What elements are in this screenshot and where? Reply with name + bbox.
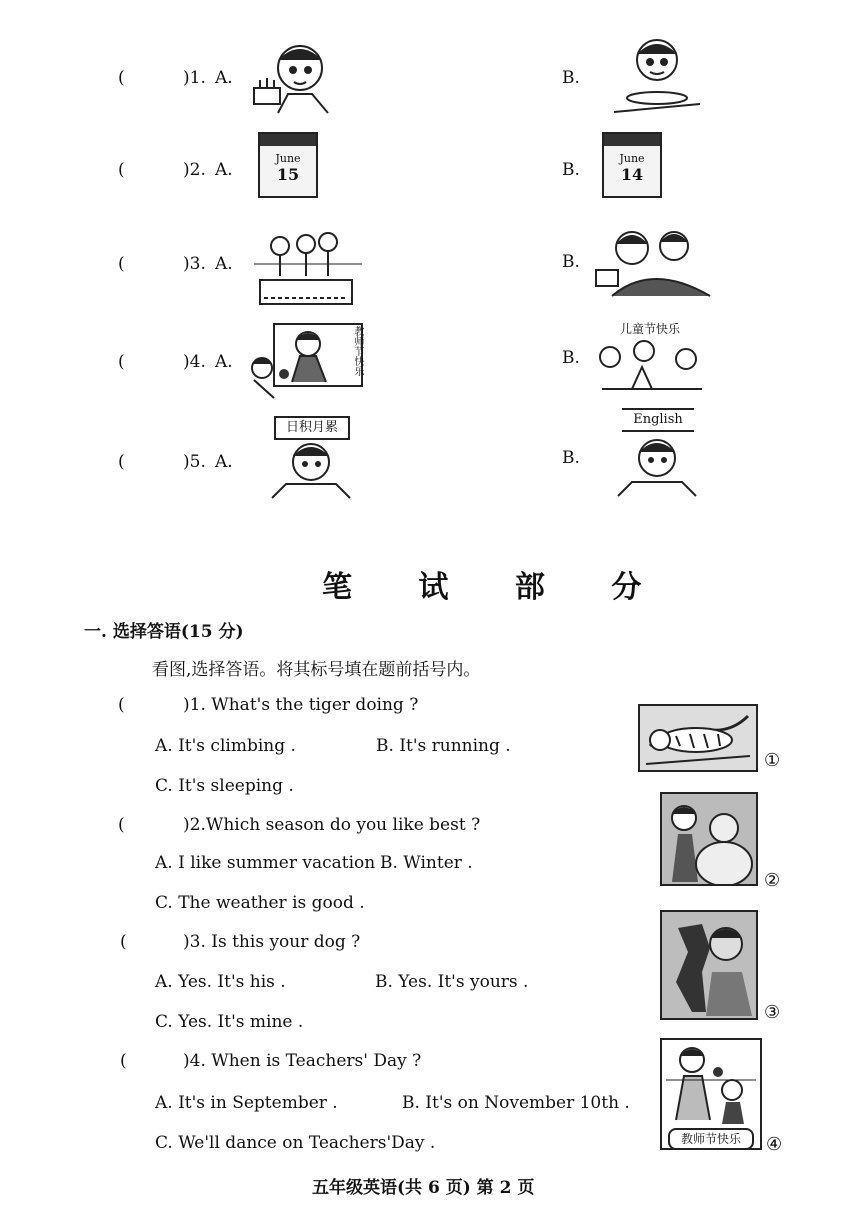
- calendar-day: 14: [620, 165, 644, 184]
- option-b: B. Winter .: [380, 853, 473, 873]
- option-b: B. Yes. It's yours .: [375, 972, 529, 992]
- snowman-icon: [662, 794, 756, 884]
- option-a-label: A.: [215, 68, 233, 88]
- part1-instruction: 看图,选择答语。将其标号填在题前括号内。: [152, 660, 481, 680]
- question-text: )2.Which season do you like best ?: [183, 815, 481, 835]
- teachers-day-sign: 教师节快乐: [352, 326, 363, 376]
- calendar-picture: [602, 132, 662, 198]
- answer-paren: (: [118, 352, 125, 372]
- picture-marker: ③: [764, 1002, 781, 1023]
- option-c: C. It's sleeping .: [155, 776, 294, 796]
- option-a: A. It's climbing .: [155, 736, 296, 756]
- option-a: A. Yes. It's his .: [155, 972, 286, 992]
- question-number: )3.: [183, 254, 206, 274]
- question-text: )3. Is this your dog ?: [183, 932, 361, 952]
- answer-paren: (: [120, 932, 127, 952]
- childrens-day-banner: 儿童节快乐: [620, 322, 681, 336]
- tiger-icon: [640, 706, 756, 770]
- calendar-picture: [258, 132, 318, 198]
- option-b-label: B.: [562, 348, 580, 368]
- tiger-running-picture: [638, 704, 758, 772]
- answer-paren: (: [120, 1051, 127, 1071]
- children-celebrating-icon: [592, 337, 710, 393]
- question-number: )1.: [183, 68, 206, 88]
- option-c: C. We'll dance on Teachers'Day .: [155, 1133, 436, 1153]
- answer-paren: (: [118, 695, 125, 715]
- option-a-label: A.: [215, 254, 233, 274]
- question-number: )2.: [183, 160, 206, 180]
- answer-paren: (: [118, 254, 125, 274]
- student-studying-picture: [612, 432, 702, 500]
- picture-marker: ④: [766, 1134, 783, 1155]
- part1-heading: 一. 选择答语(15 分): [84, 622, 244, 642]
- option-a: A. It's in September .: [155, 1093, 338, 1113]
- option-b-label: B.: [562, 448, 580, 468]
- picture-marker: ②: [764, 870, 781, 891]
- question-text: )4. When is Teachers' Day ?: [183, 1051, 422, 1071]
- option-b-label: B.: [562, 160, 580, 180]
- question-number: )4.: [183, 352, 206, 372]
- childrens-day-picture: [592, 318, 710, 392]
- kids-presents-picture: [592, 222, 712, 300]
- birthday-boy-picture: [248, 38, 338, 118]
- option-c: C. The weather is good .: [155, 893, 365, 913]
- calendar-month: June: [275, 152, 301, 165]
- boy-eating-picture: [612, 34, 702, 116]
- girl-snowman-picture: [660, 792, 758, 886]
- calendar-day: 15: [276, 165, 300, 184]
- student-studying-picture: [266, 436, 356, 502]
- option-a-label: A.: [215, 452, 233, 472]
- teachers-day-picture: [660, 1038, 762, 1150]
- question-number: )5.: [183, 452, 206, 472]
- question-text: )1. What's the tiger doing ?: [183, 695, 419, 715]
- answer-paren: (: [118, 815, 125, 835]
- option-b: B. It's on November 10th .: [402, 1093, 630, 1113]
- section-title: 笔 试 部 分: [322, 570, 670, 605]
- chinese-board: 日积月累: [274, 416, 350, 440]
- option-b-label: B.: [562, 252, 580, 272]
- page-footer: 五年级英语(共 6 页) 第 2 页: [312, 1178, 535, 1198]
- kids-dancing-stage-picture: [254, 214, 364, 308]
- english-board: English: [622, 408, 694, 432]
- teachers-day-banner: 教师节快乐: [668, 1128, 754, 1150]
- calendar-month: June: [619, 152, 645, 165]
- answer-paren: (: [118, 452, 125, 472]
- option-a-label: A.: [215, 352, 233, 372]
- picture-marker: ①: [764, 750, 781, 771]
- boy-dog-picture: [660, 910, 758, 1020]
- answer-paren: (: [118, 160, 125, 180]
- dog-icon: [662, 912, 756, 1018]
- option-a-label: A.: [215, 160, 233, 180]
- answer-paren: (: [118, 68, 125, 88]
- option-c: C. Yes. It's mine .: [155, 1012, 304, 1032]
- option-a: A. I like summer vacation .: [155, 853, 387, 873]
- option-b: B. It's running .: [376, 736, 511, 756]
- teacher-student-icon: [662, 1040, 760, 1124]
- option-b-label: B.: [562, 68, 580, 88]
